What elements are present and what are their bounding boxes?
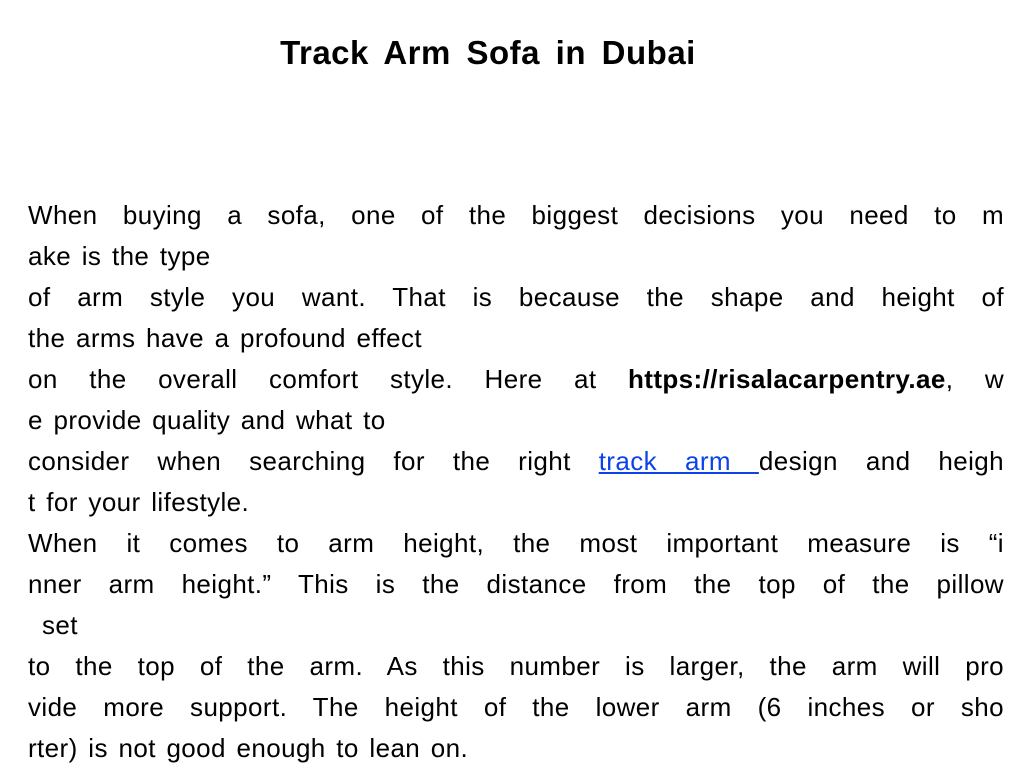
article-body bbox=[28, 195, 1004, 769]
text-line: rter) is not good enough to lean on. bbox=[28, 733, 469, 763]
website-url: https://risalacarpentry.ae bbox=[627, 364, 946, 394]
text-line: vide more support. The height of the lower arm (6 inches or sho bbox=[28, 692, 1004, 722]
text-line bbox=[28, 359, 1004, 400]
text-line: of arm style you want. That is because the shape and height of bbox=[28, 282, 1004, 312]
text-segment: on the overall comfort style. Here at bbox=[28, 364, 628, 394]
text-line: nner arm height.” This is the distance from the top of the pillow bbox=[28, 569, 1004, 599]
text-line: When buying a sofa, one of the biggest decisions you need to m bbox=[28, 200, 1004, 230]
text-line: ake is the type bbox=[28, 241, 211, 271]
text-line: to the top of the arm. As this number is larger, the arm will pro bbox=[28, 651, 1004, 681]
text-line: t for your lifestyle. bbox=[28, 487, 250, 517]
text-segment: design and heigh bbox=[758, 446, 1004, 476]
text-line: set bbox=[42, 610, 78, 640]
page-title: Track Arm Sofa in Dubai bbox=[280, 34, 696, 71]
text-line: When it comes to arm height, the most important measure is “i bbox=[28, 528, 1004, 558]
text-line: the arms have a profound effect bbox=[28, 323, 423, 353]
text-line: e provide quality and what to bbox=[28, 405, 386, 435]
text-segment: , w bbox=[945, 364, 1004, 394]
text-line bbox=[28, 441, 1004, 482]
text-segment: consider when searching for the right bbox=[28, 446, 599, 476]
track-arm-link[interactable]: track arm bbox=[598, 446, 759, 476]
